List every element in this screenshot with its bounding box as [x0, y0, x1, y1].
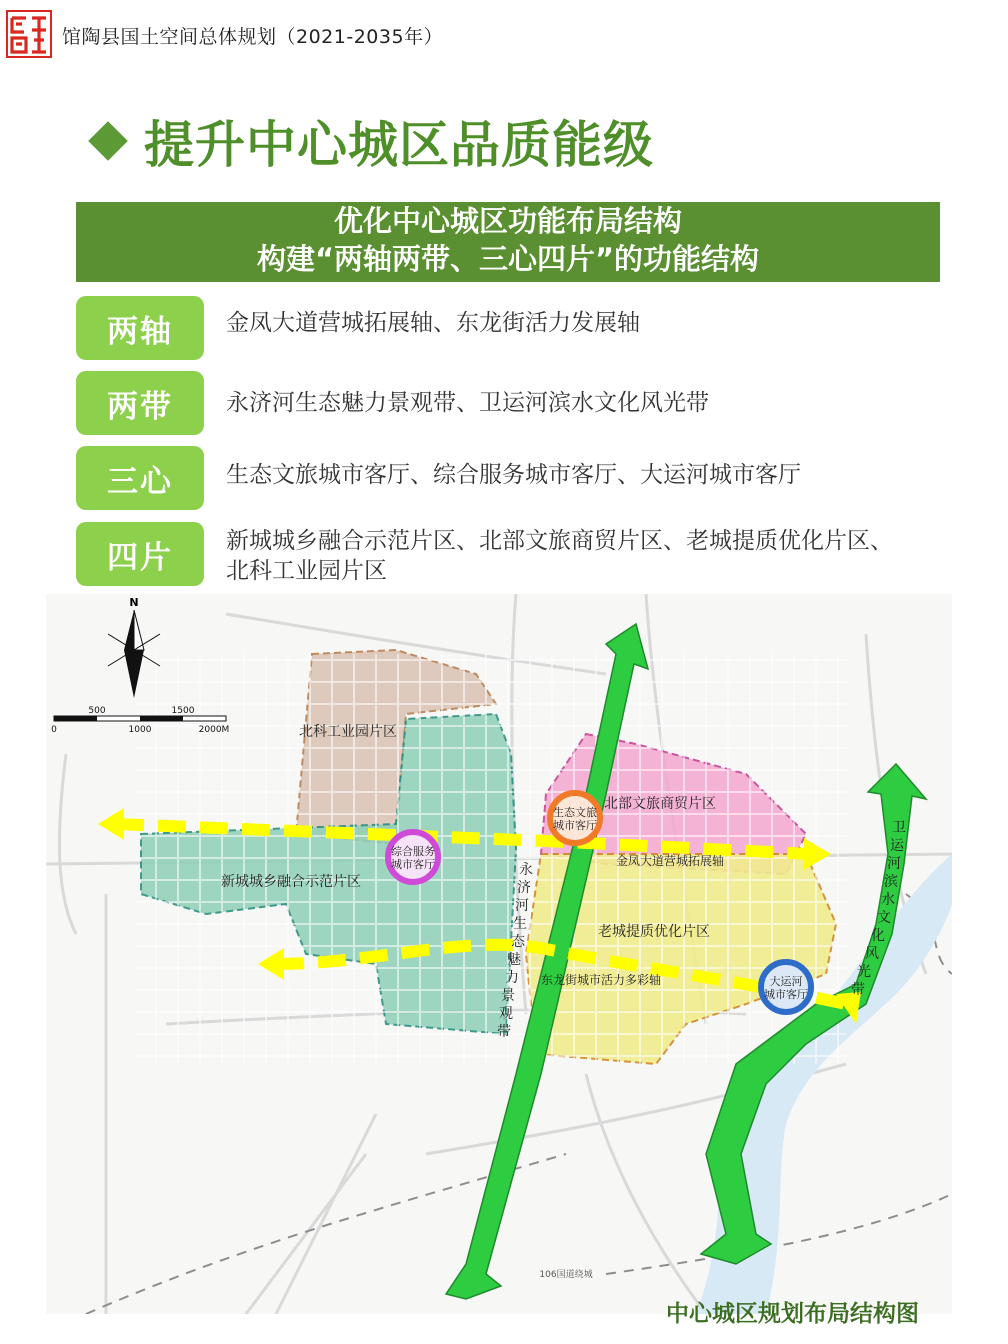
urban-block-grid: [136, 654, 846, 1064]
structure-desc-line: 北科工业园片区: [226, 558, 387, 584]
belt-char: 化: [871, 928, 885, 944]
zone-label-industrial: 北科工业园片区: [299, 724, 397, 740]
zone-label-north: 北部文旅商贸片区: [604, 796, 716, 812]
belt-char: 水: [881, 892, 895, 908]
belt-char: 光: [857, 964, 871, 980]
scale-label: 1500: [171, 706, 195, 716]
donglong-axis-label: 东龙街城市活力多彩轴: [540, 973, 662, 987]
zone-label-old-city: 老城提质优化片区: [598, 924, 710, 940]
structure-desc-line: 新城城乡融合示范片区、北部文旅商贸片区、老城提质优化片区、: [226, 528, 893, 554]
belt-char: 魅: [507, 952, 521, 968]
belt-char: 永: [519, 862, 533, 878]
structure-map: [46, 594, 952, 1314]
diamond-bullet-icon: [88, 121, 128, 161]
scale-label: 0: [51, 725, 57, 735]
eco-center-label: 生态文旅: [553, 806, 597, 819]
banner: [76, 202, 940, 282]
structure-tag: 三心: [76, 446, 204, 510]
banner-line-1: 优化中心城区功能布局结构: [333, 204, 682, 238]
banner-line-2: 构建“两轴两带、三心四片”的功能结构: [256, 242, 760, 276]
belt-char: 文: [877, 910, 891, 926]
scale-label: 500: [88, 706, 106, 716]
eco-center-label: 城市客厅: [553, 819, 597, 832]
scale-label: 1000: [128, 725, 152, 735]
belt-char: 卫: [892, 820, 906, 836]
structure-desc: 金凤大道营城拓展轴、东龙街活力发展轴: [226, 310, 640, 336]
belt-char: 运: [890, 838, 904, 854]
main-heading-text: 提升中心城区品质能级: [144, 116, 654, 174]
belt-char: 态: [511, 934, 525, 950]
belt-char: 带: [851, 982, 865, 998]
map-caption: 中心城区规划布局结构图: [666, 1301, 919, 1327]
belt-char: 风: [865, 946, 879, 962]
belt-char: 生: [513, 916, 527, 932]
service-center-label: 综合服务: [391, 845, 435, 858]
structure-desc: 生态文旅城市客厅、综合服务城市客厅、大运河城市客厅: [226, 462, 801, 488]
scale-label: 2000M: [198, 725, 230, 735]
structure-tag: 两带: [76, 371, 204, 435]
belt-char: 带: [497, 1024, 511, 1040]
belt-char: 观: [499, 1006, 513, 1022]
canal-center-label: 城市客厅: [764, 988, 808, 1001]
service-center-label: 城市客厅: [391, 858, 435, 871]
belt-char: 力: [505, 970, 519, 986]
jinfeng-axis-label: 金凤大道营城拓展轴: [615, 854, 725, 868]
structure-tag: 四片: [76, 522, 204, 586]
page-header: [0, 0, 1008, 72]
structure-desc: 永济河生态魅力景观带、卫运河滨水文化风光带: [226, 390, 709, 416]
compass-label: N: [129, 596, 139, 609]
structure-desc: [226, 526, 893, 586]
belt-char: 河: [515, 898, 529, 914]
belt-char: 景: [501, 988, 515, 1004]
zone-label-new-city: 新城城乡融合示范片区: [221, 874, 361, 890]
belt-char: 滨: [884, 874, 898, 890]
document-title: 馆陶县国土空间总体规划（2021-2035年）: [62, 26, 444, 48]
road-label: 106国道绕城: [539, 1270, 593, 1280]
main-heading: [88, 108, 654, 174]
canal-center-label: 大运河: [769, 975, 803, 988]
belt-char: 河: [887, 856, 901, 872]
structure-tag: 两轴: [76, 296, 204, 360]
seal-logo-icon: [6, 10, 52, 58]
belt-char: 济: [517, 880, 531, 896]
